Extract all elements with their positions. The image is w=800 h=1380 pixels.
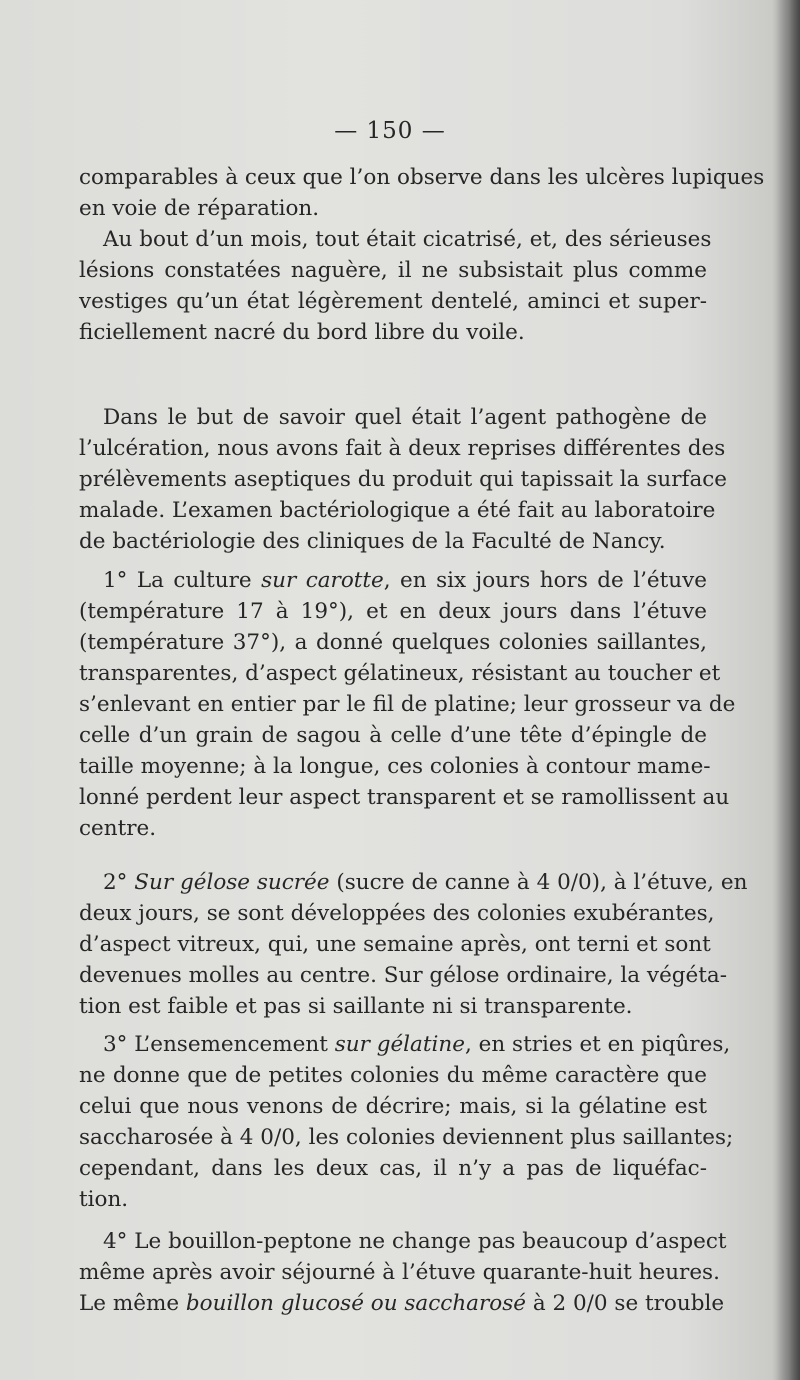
text-line: ne donne que de petites colonies du même caractère que <box>79 1063 707 1088</box>
text-line: deux jours, se sont développées des colonies exubérantes, <box>79 901 715 926</box>
text-run: 2° <box>103 870 135 895</box>
italic-term: bouillon glucosé ou saccharosé <box>185 1291 526 1316</box>
text-line: comparables à ceux que l’on observe dans les ulcères lupiques <box>79 165 765 190</box>
paragraph-gelatin <box>79 1029 734 1215</box>
text-line <box>79 1029 731 1060</box>
text-line: celui que nous venons de décrire; mais, si la gélatine est <box>79 1094 707 1119</box>
text-line: centre. <box>79 816 157 841</box>
text-run: 3° L’ensemencement <box>103 1032 335 1057</box>
paragraph-healing <box>79 224 712 348</box>
text-line <box>79 565 707 596</box>
text-line: en voie de réparation. <box>79 196 320 221</box>
paragraph-continuation <box>79 162 765 224</box>
text-line: de bactériologie des cliniques de la Faculté de Nancy. <box>79 529 666 554</box>
text-line: cependant, dans les deux cas, il n’y a pas de liquéfac- <box>79 1156 707 1181</box>
page-edge-shadow <box>772 0 800 1380</box>
text-line <box>79 867 748 898</box>
text-line: taille moyenne; à la longue, ces colonies à contour mame- <box>79 754 711 779</box>
text-run: 1° La culture <box>103 568 262 593</box>
italic-term: Sur gélose sucrée <box>134 870 330 895</box>
text-line <box>79 1288 725 1319</box>
text-run: à 2 0/0 se trouble <box>525 1291 725 1316</box>
text-run: (sucre de canne à 4 0/0), à l’étuve, en <box>329 870 748 895</box>
italic-term: sur carotte <box>261 568 384 593</box>
page-number: — 150 — <box>334 118 446 144</box>
text-line: Dans le but de savoir quel était l’agent pathogène de <box>103 405 707 430</box>
text-line: Au bout d’un mois, tout était cicatrisé, et, des sérieuses <box>103 227 712 252</box>
text-line: devenues molles au centre. Sur gélose ordinaire, la végéta- <box>79 963 728 988</box>
text-line: s’enlevant en entier par le fil de platine; leur grosseur va de <box>79 692 736 717</box>
text-line: même après avoir séjourné à l’étuve quarante-huit heures. <box>79 1260 720 1285</box>
text-run: Le même <box>79 1291 186 1316</box>
text-line: (température 17 à 19°), et en deux jours dans l’étuve <box>79 599 707 624</box>
italic-term: sur gélatine <box>334 1032 465 1057</box>
text-line: vestiges qu’un état légèrement dentelé, aminci et super- <box>79 289 707 314</box>
paragraph-broth <box>79 1226 727 1319</box>
text-line: (température 37°), a donné quelques colonies saillantes, <box>79 630 707 655</box>
text-line: celle d’un grain de sagou à celle d’une tête d’épingle de <box>79 723 707 748</box>
paragraph-sugar-agar <box>79 867 748 1022</box>
text-line: saccharosée à 4 0/0, les colonies deviennent plus saillantes; <box>79 1125 734 1150</box>
text-line: lonné perdent leur aspect transparent et se ramollissent au <box>79 785 730 810</box>
text-line: ficiellement nacré du bord libre du voile. <box>79 320 525 345</box>
paragraph-carrot-culture <box>79 565 736 844</box>
text-line: malade. L’examen bactériologique a été fait au laboratoire <box>79 498 716 523</box>
text-line: tion. <box>79 1187 129 1212</box>
text-run: , en stries et en piqûres, <box>464 1032 731 1057</box>
text-line: d’aspect vitreux, qui, une semaine après, ont terni et sont <box>79 932 711 957</box>
text-line: 4° Le bouillon-peptone ne change pas beaucoup d’aspect <box>103 1229 727 1254</box>
text-run: , en six jours hors de l’étuve <box>383 568 708 593</box>
text-line: lésions constatées naguère, il ne subsistait plus comme <box>79 258 707 283</box>
text-line: l’ulcération, nous avons fait à deux reprises différentes des <box>79 436 726 461</box>
text-line: prélèvements aseptiques du produit qui tapissait la surface <box>79 467 728 492</box>
text-line: tion est faible et pas si saillante ni si transparente. <box>79 994 633 1019</box>
paragraph-bacteriology-intro <box>79 402 728 557</box>
text-line: transparentes, d’aspect gélatineux, résistant au toucher et <box>79 661 721 686</box>
